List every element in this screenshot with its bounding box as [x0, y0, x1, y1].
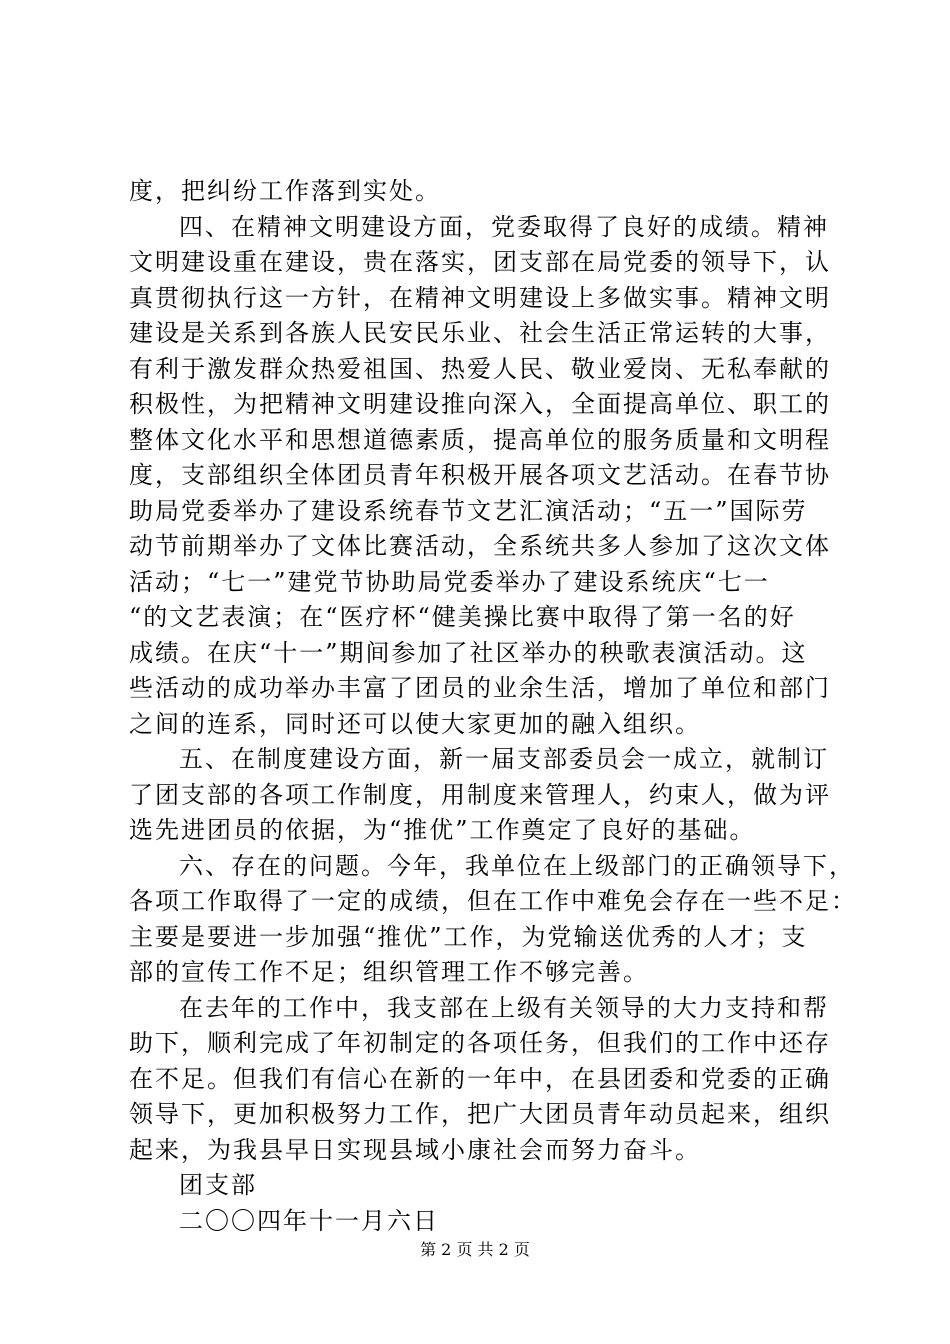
text-line: 各项工作取得了一定的成绩，但在工作中难免会存在一些不足：: [129, 887, 857, 915]
signature-date: 二〇〇四年十一月六日: [179, 1206, 439, 1235]
text-line: 度，支部组织全体团员青年积极开展各项文艺活动。在春节协: [129, 461, 831, 489]
text-line: 文明建设重在建设，贵在落实，团支部在局党委的领导下，认: [129, 248, 831, 276]
signature-organization: 团支部: [179, 1171, 257, 1199]
text-line: 部的宣传工作不足；组织管理工作不够完善。: [129, 958, 649, 986]
text-line: 成绩。在庆“十一”期间参加了社区举办的秧歌表演活动。这: [129, 638, 808, 667]
text-line: 建设是关系到各族人民安民乐业、社会生活正常运转的大事，: [129, 319, 831, 347]
text-line: 助下，顺利完成了年初制定的各项任务，但我们的工作中还存: [129, 1029, 831, 1057]
text-line: 度，把纠纷工作落到实处。: [129, 177, 441, 205]
text-line: 起来，为我县早日实现县域小康社会而努力奋斗。: [129, 1135, 701, 1164]
page-number-footer: 第 2 页 共 2 页: [420, 1240, 530, 1259]
text-line: 选先进团员的依据，为“推优”工作奠定了良好的基础。: [129, 816, 756, 844]
paragraph-start-line: 四、在精神文明建设方面，党委取得了良好的成绩。精神: [179, 212, 829, 241]
text-line: 积极性，为把精神文明建设推向深入，全面提高单位、职工的: [129, 390, 831, 418]
text-line: 了团支部的各项工作制度，用制度来管理人，约束人，做为评: [129, 780, 831, 809]
paragraph-start-line: 六、存在的问题。今年，我单位在上级部门的正确领导下，: [179, 851, 855, 880]
text-line: 真贯彻执行这一方针，在精神文明建设上多做实事。精神文明: [129, 283, 831, 312]
text-line: 助局党委举办了建设系统春节文艺汇演活动；“五一”国际劳: [129, 496, 808, 525]
document-body: [129, 174, 857, 1239]
paragraph-start-line: 在去年的工作中，我支部在上级有关领导的大力支持和帮: [179, 993, 829, 1022]
text-line: 领导下，更加积极努力工作，把广大团员青年动员起来，组织: [129, 1100, 831, 1128]
text-line: 在不足。但我们有信心在新的一年中，在县团委和党委的正确: [129, 1064, 831, 1093]
text-line: 些活动的成功举办丰富了团员的业余生活，增加了单位和部门: [129, 674, 831, 702]
text-line: 动节前期举办了文体比赛活动，全系统共多人参加了这次文体: [129, 532, 831, 560]
text-line: 有利于激发群众热爱祖国、热爱人民、敬业爱岗、无私奉献的: [129, 354, 831, 383]
paragraph-start-line: 五、在制度建设方面，新一届支部委员会一成立，就制订: [179, 745, 829, 773]
text-line: 主要是要进一步加强“推优”工作，为党输送优秀的人才；支: [129, 922, 808, 951]
text-line: “的文艺表演；在“医疗杯“健美操比赛中取得了第一名的好: [129, 603, 796, 631]
text-line: 之间的连系，同时还可以使大家更加的融入组织。: [129, 709, 701, 738]
text-line: 整体文化水平和思想道德素质，提高单位的服务质量和文明程: [129, 425, 831, 454]
text-line: 活动；“七一”建党节协助局党委举办了建设系统庆“七一: [129, 567, 770, 596]
